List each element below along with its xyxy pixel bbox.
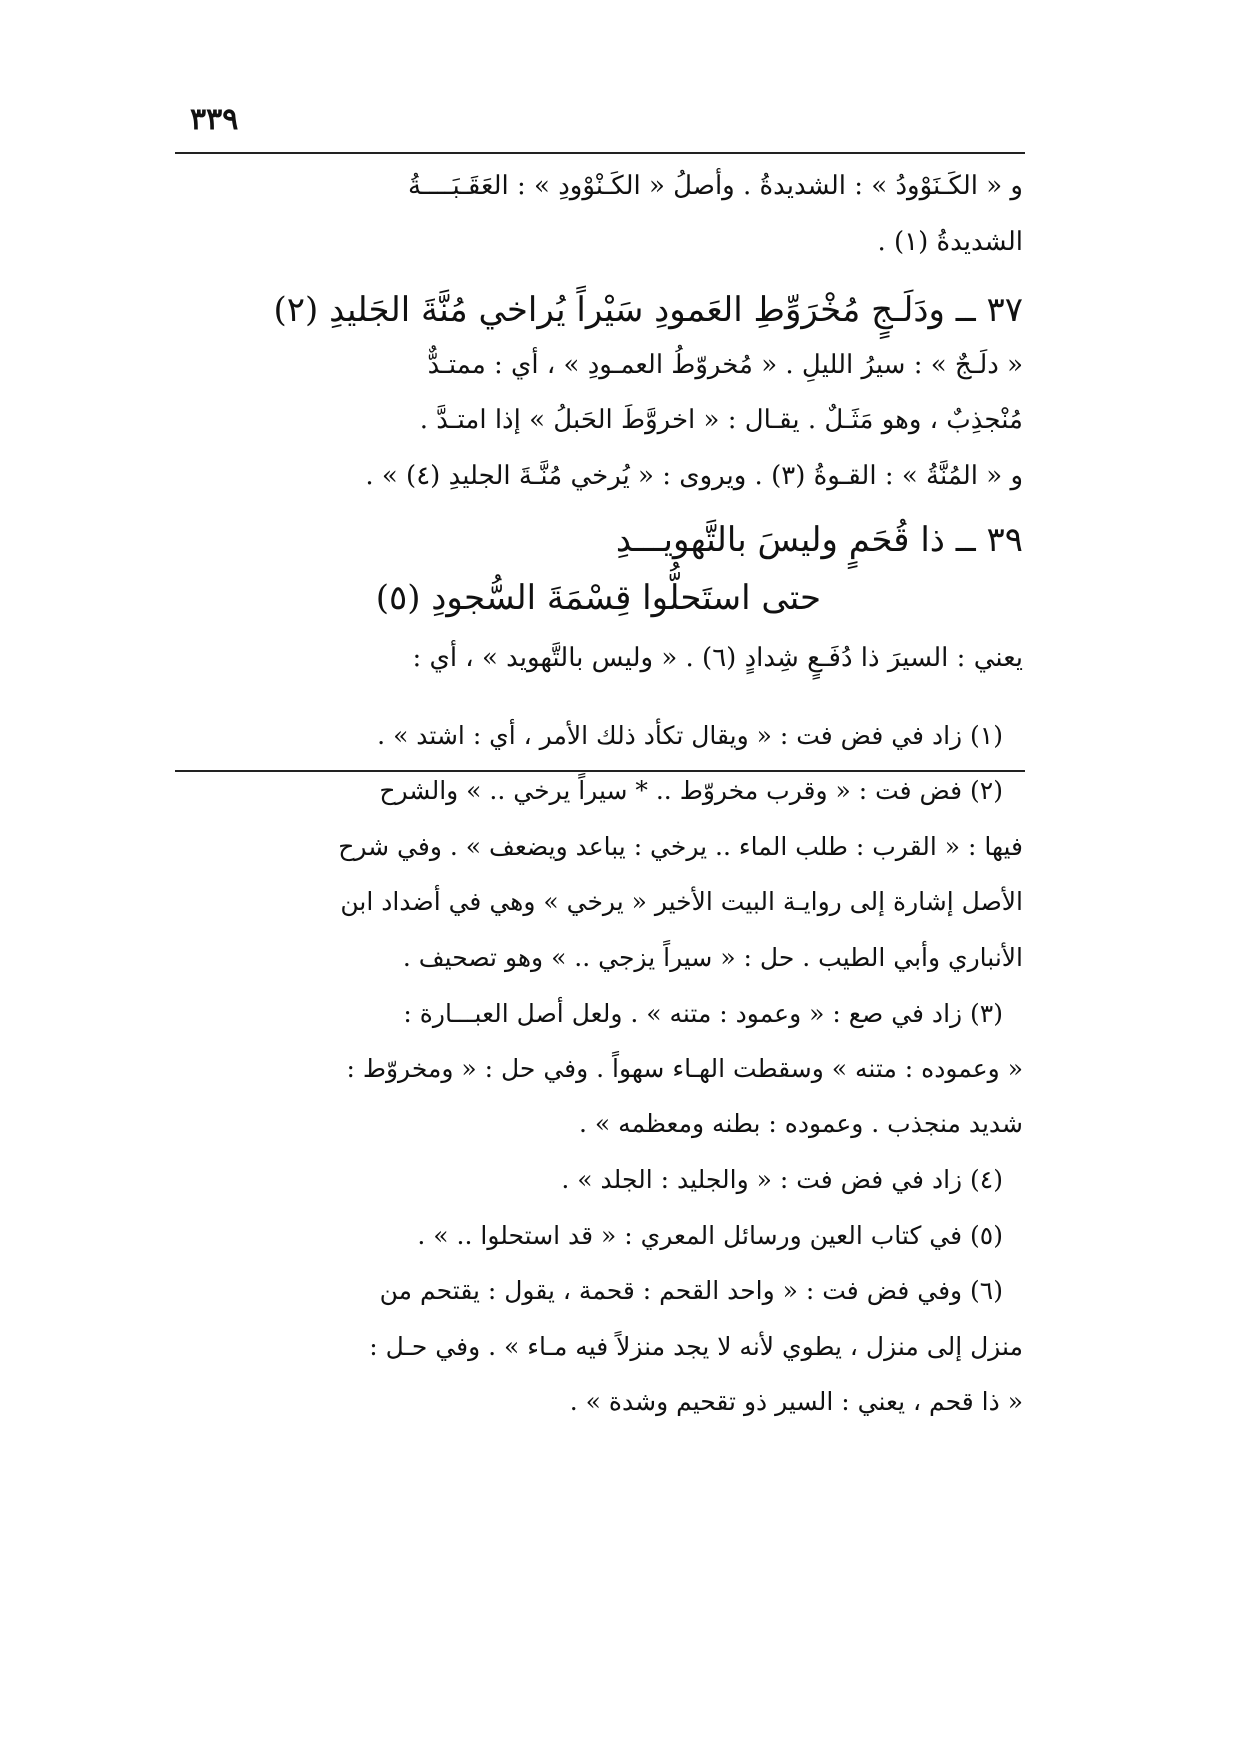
verse-second-hemistich: حتى استَحلُّوا قِسْمَةَ السُّجودِ (٥): [375, 578, 821, 618]
footnote-rule: [175, 770, 1025, 772]
page-number: ٣٣٩: [190, 102, 239, 137]
footnote-line: (٤) زاد في فض فت : « والجليد : الجلد » .: [561, 1165, 1003, 1194]
footnote-line: « ذا قحم ، يعني : السير ذو تقحيم وشدة » .: [569, 1387, 1023, 1416]
text-line: و « المُنَّةُ » : القـوةُ (٣) . ويروى : « يُرخي مُنَّـةَ الجليدِ (٤) » .: [365, 461, 1023, 491]
verse-first-hemistich: ٣٩ ــ ذا قُحَمٍ وليسَ بالتَّهويـــدِ: [615, 520, 1023, 560]
footnote-line: (٢) فض فت : « وقرب مخروّط .. * سيراً يرخي .. » والشرح: [379, 776, 1003, 805]
text-line: و « الكَـنَوْودُ » : الشديدةُ . وأصلُ « الكَـنْوْودِ » : العَقَـبَــــةُ: [408, 171, 1023, 201]
text-line: يعني : السيرَ ذا دُفَـعٍ شِدادٍ (٦) . « وليس بالتَّهويد » ، أي :: [412, 643, 1023, 673]
text-line: « دلَـجٌ » : سيرُ الليلِ . « مُخروّطُ العمـودِ » ، أي : ممتـدٌّ: [427, 350, 1023, 380]
footnote-line: الأنباري وأبي الطيب . حل : « سيراً يزجي .. » وهو تصحيف .: [402, 943, 1023, 972]
footnote-line: (١) زاد في فض فت : « ويقال تكأد ذلك الأمر ، أي : اشتد » .: [377, 721, 1003, 750]
footnote-line: منزل إلى منزل ، يطوي لأنه لا يجد منزلاً فيه مـاء » . وفي حـل :: [369, 1332, 1023, 1361]
verse-line: ٣٧ ــ ودَلَـجٍ مُخْرَوِّطِ العَمودِ سَيْراً يُراخي مُنَّةَ الجَليدِ (٢): [273, 290, 1023, 330]
footnote-line: فيها : « القرب : طلب الماء .. يرخي : يباعد ويضعف » . وفي شرح: [338, 832, 1023, 861]
header-rule: [175, 152, 1025, 154]
footnote-line: (٦) وفي فض فت : « واحد القحم : قحمة ، يقول : يقتحم من: [379, 1276, 1003, 1305]
footnote-line: الأصل إشارة إلى روايـة البيت الأخير « يرخي » وهي في أضداد ابن: [340, 887, 1023, 916]
text-line: مُنْجذِبٌ ، وهو مَثَـلٌ . يقـال : « اخروَّطَ الحَبلُ » إذا امتـدَّ .: [419, 405, 1023, 435]
text-line: الشديدةُ (١) .: [877, 227, 1023, 257]
footnote-line: شديد منجذب . وعموده : بطنه ومعظمه » .: [579, 1109, 1023, 1138]
footnote-line: (٥) في كتاب العين ورسائل المعري : « قد استحلوا .. » .: [417, 1221, 1003, 1250]
footnote-line: (٣) زاد في صع : « وعمود : متنه » . ولعل أصل العبـــارة :: [403, 999, 1003, 1028]
footnote-line: « وعموده : متنه » وسقطت الهـاء سهواً . وفي حل : « ومخروّط :: [346, 1054, 1023, 1083]
